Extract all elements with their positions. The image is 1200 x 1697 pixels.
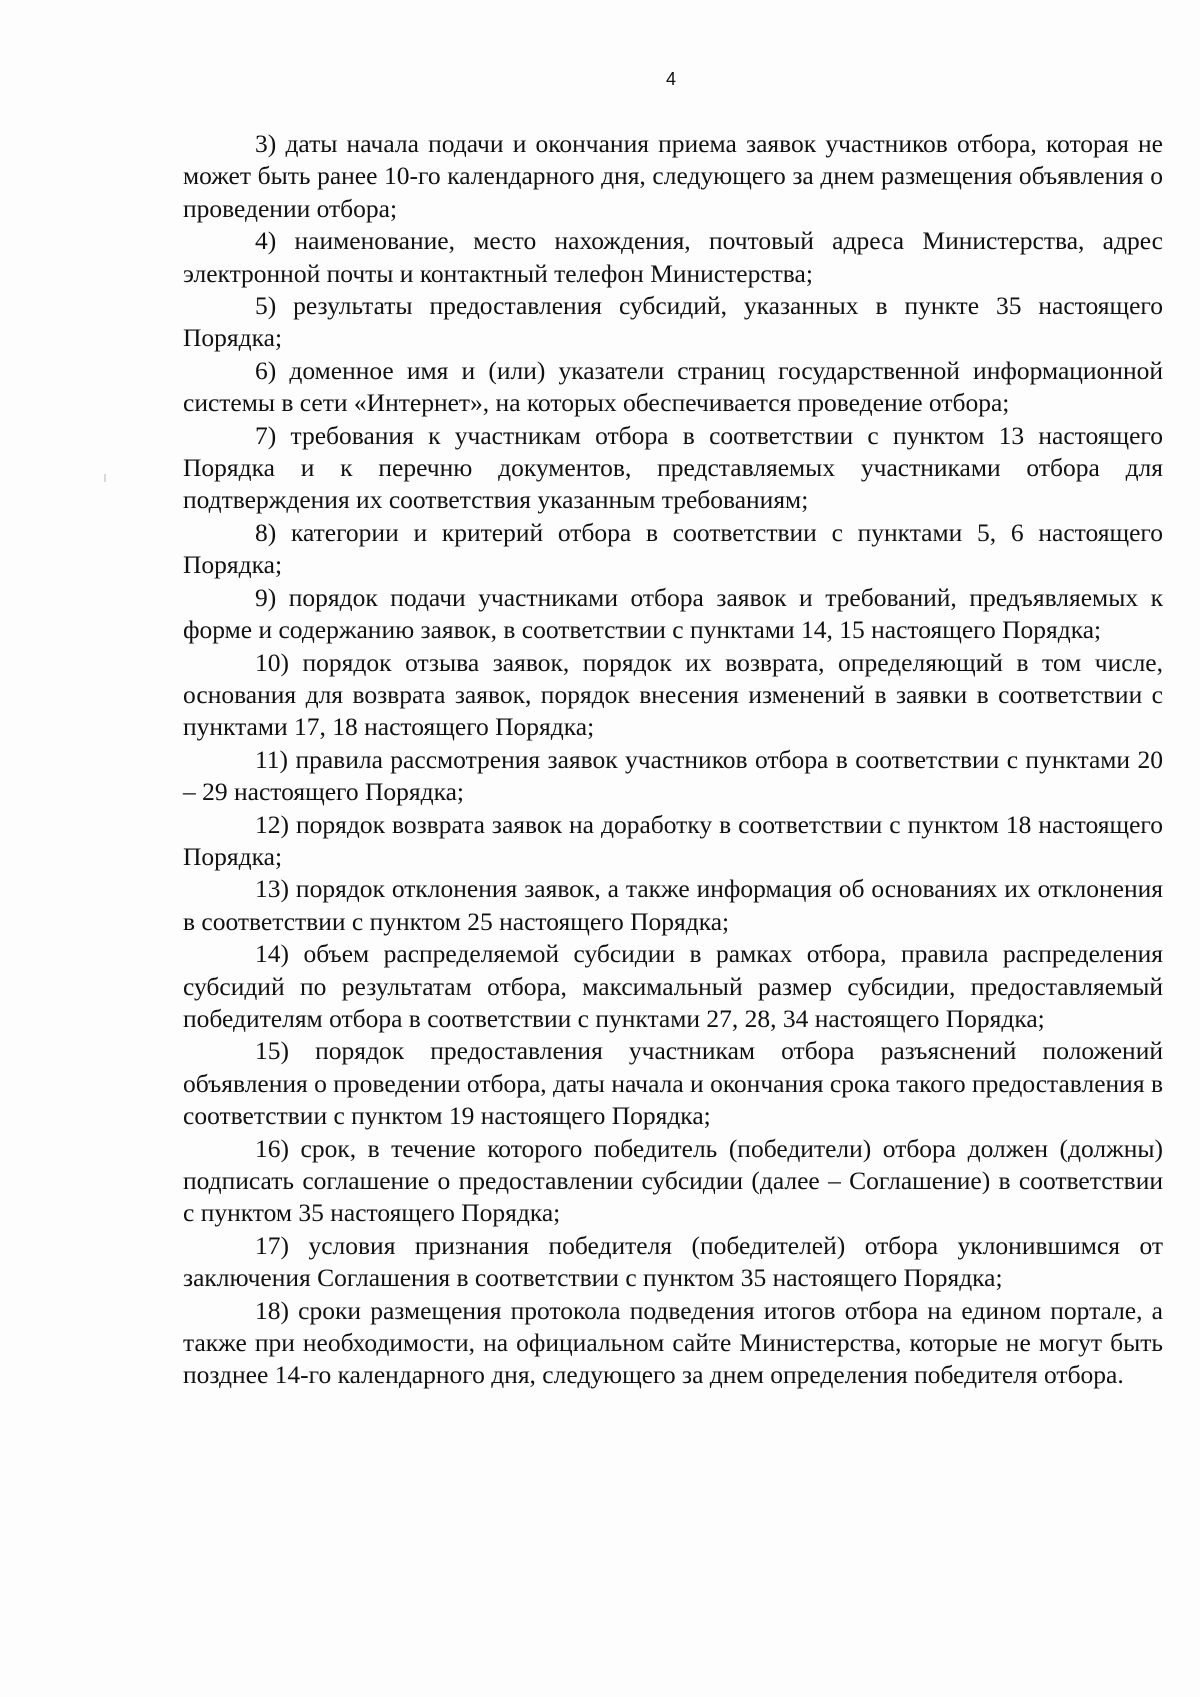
list-item: 8) категории и критерий отбора в соответствии с пунктами 5, 6 настоящего Порядка; — [183, 517, 1163, 580]
list-item: 11) правила рассмотрения заявок участников отбора в соответствии с пунктами 20 – 29 настоящего Порядка; — [183, 744, 1163, 807]
list-item: 14) объем распределяемой субсидии в рамках отбора, правила распределения субсидий по результатам отбора, максимальный размер субсидии, предоставляемый победителям отбора в соответствии с пунктами 27, 28, 34 настоящего Порядка; — [183, 939, 1163, 1033]
list-item: 4) наименование, место нахождения, почтовый адреса Министерства, адрес электронной почты и контактный телефон Министерства; — [183, 226, 1163, 288]
list-item: 18) сроки размещения протокола подведения итогов отбора на едином портале, а также при необходимости, на официальном сайте Министерства, которые не могут быть позднее 14-го календарного дня, следующего за днем определения победителя отбора. — [183, 1295, 1163, 1390]
list-item: 15) порядок предоставления участникам отбора разъяснений положений объявления о проведении отбора, даты начала и окончания срока такого предоставления в соответствии с пунктом 19 настоящего Порядка; — [183, 1036, 1163, 1131]
list-item: 3) даты начала подачи и окончания приема заявок участников отбора, которая не может быть ранее 10-го календарного дня, следующего за днем размещения объявления о проведении отбора; — [183, 129, 1163, 223]
margin-mark — [104, 474, 106, 482]
list-item: 5) результаты предоставления субсидий, указанных в пункте 35 настоящего Порядка; — [183, 291, 1163, 353]
document-body — [183, 128, 1163, 1392]
list-item: 12) порядок возврата заявок на доработку в соответствии с пунктом 18 настоящего Порядка; — [183, 809, 1163, 871]
list-item: 10) порядок отзыва заявок, порядок их возврата, определяющий в том числе, основания для возврата заявок, порядок внесения изменений в заявки в соответствии с пунктами 17, 18 настоящего Порядка; — [183, 647, 1163, 742]
list-item: 7) требования к участникам отбора в соответствии с пунктом 13 настоящего Порядка и к перечню документов, представляемых участниками отбора для подтверждения их соответствия указанным требованиям; — [183, 420, 1163, 515]
list-item: 9) порядок подачи участниками отбора заявок и требований, предъявляемых к форме и содержанию заявок, в соответствии с пунктами 14, 15 настоящего Порядка; — [183, 582, 1163, 645]
page-number: 4 — [665, 69, 676, 89]
list-item: 13) порядок отклонения заявок, а также информация об основаниях их отклонения в соответствии с пунктом 25 настоящего Порядка; — [183, 874, 1163, 936]
list-item: 17) условия признания победителя (победителей) отбора уклонившимся от заключения Соглашения в соответствии с пунктом 35 настоящего Порядка; — [183, 1230, 1163, 1293]
list-item: 6) доменное имя и (или) указатели страниц государственной информационной системы в сети «Интернет», на которых обеспечивается проведение отбора; — [183, 355, 1163, 418]
list-item: 16) срок, в течение которого победитель (победители) отбора должен (должны) подписать соглашение о предоставлении субсидии (далее – Соглашение) в соответствии с пунктом 35 настоящего Порядка; — [183, 1133, 1163, 1228]
